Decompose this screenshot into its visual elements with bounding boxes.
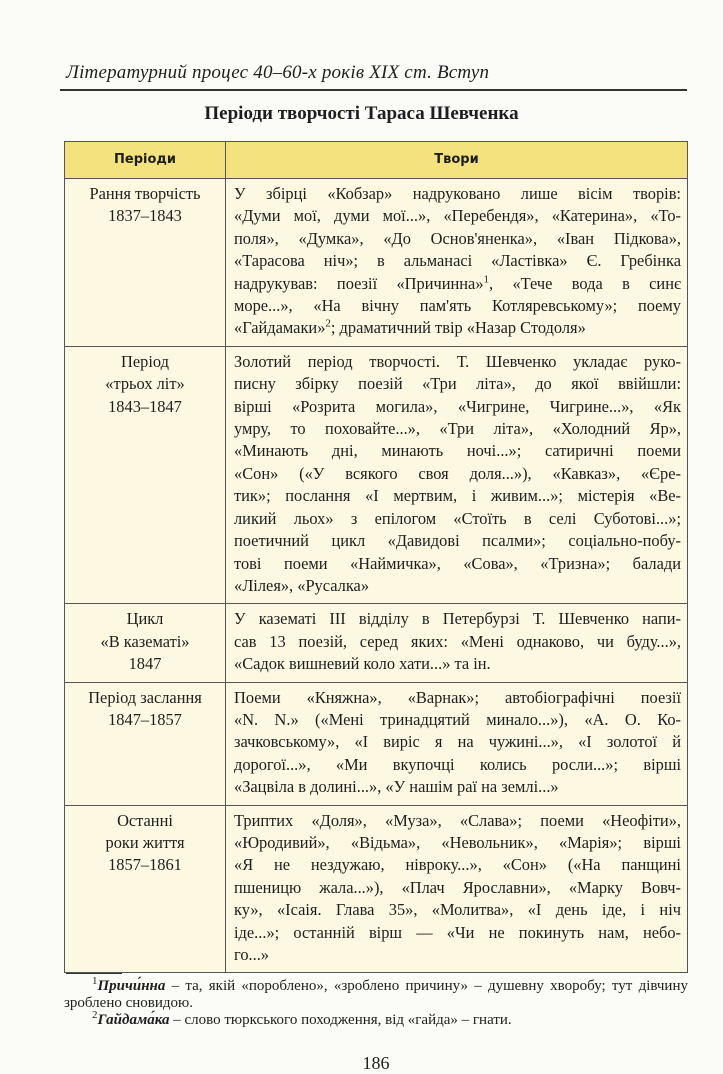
works-line: пшеницю жала...»), «Плач Ярославни», «Марку Вовч-	[234, 877, 681, 897]
footnotes	[64, 975, 688, 1029]
table-header-row	[65, 142, 688, 179]
footnote-divider	[66, 973, 122, 974]
table-row	[65, 179, 688, 347]
period-cell	[65, 604, 226, 682]
table-row	[65, 604, 688, 682]
works-line: У казематі ІІІ відділу в Петербурзі Т. Шевченко напи-	[234, 609, 681, 629]
period-line: «трьох літ»	[105, 374, 185, 394]
works-line: «Тарасова ніч»; в альманасі «Ластівка» Є. Гребінка	[234, 251, 681, 271]
footnote-term: Причи́нна	[97, 978, 166, 995]
page-body	[64, 141, 688, 1074]
period-line: Рання творчість	[89, 184, 201, 203]
works-cell	[226, 805, 688, 973]
works-line: писну збірку поезій «Три літа», до якої ввійшли:	[234, 374, 681, 394]
works-line: «Думи мої, думи мої...», «Перебендя», «Катерина», «То-	[234, 206, 681, 226]
footnote-mark: 2	[92, 1009, 98, 1022]
works-line: «N. N.» («Мені тринадцятий минало...»), «А. О. Ко-	[234, 709, 681, 729]
works-line: Золотий період творчості. Т. Шевченко укладає руко-	[234, 351, 681, 371]
period-line: Період заслання	[88, 687, 202, 707]
works-line: «Я не нездужаю, нівроку...», «Сон» («На панщині	[234, 855, 681, 875]
works-line: умру, то поховайте...», «Три літа», «Холодний Яр»,	[234, 419, 681, 439]
works-line: «Сон» («У всякого своя доля...»), «Кавказ», «Єре-	[234, 463, 681, 483]
works-line: «Гайдамаки»$^2$; драматичний твір «Назар Стодоля»	[234, 317, 586, 338]
works-line: дорогої...», «Ми вкупочці колись росли...»; вірші	[234, 754, 681, 774]
period-line: 1837–1843	[108, 206, 182, 226]
works-line: Поеми «Княжна», «Варнак»; автобіографічні поезії	[234, 687, 681, 707]
period-line: Останні	[117, 810, 173, 830]
works-line: ку», «Ісаія. Глава 35», «Молитва», «І день іде, і ніч	[234, 900, 681, 920]
table-row	[65, 805, 688, 973]
footnote-1	[64, 975, 688, 1012]
works-line: сав 13 поезій, серед яких: «Мені однаково, чи буду...»,	[234, 631, 681, 651]
period-cell	[65, 805, 226, 973]
page-number: 186	[362, 1053, 390, 1074]
works-cell	[226, 604, 688, 682]
footnote-term: Гайдама́ка	[97, 1012, 170, 1029]
periods-table	[64, 141, 688, 973]
works-line: зачковському», «І виріс я на чужині...», «І золотої й	[234, 732, 681, 752]
works-line: го...»	[234, 945, 269, 964]
period-line: «В казематі»	[100, 631, 190, 651]
works-line: надрукував: поезії «Причинна»$^1$, «Тече вода в синє	[234, 273, 681, 293]
period-line: 1843–1847	[108, 396, 182, 416]
works-line: «Зацвіла в долині...», «У нашім раї на землі...»	[234, 777, 559, 797]
works-line: вірші «Розрита могила», «Чигрине, Чигрине...», «Як	[234, 396, 681, 416]
works-line: «Минають дні, минають ночі...»; сатиричні поеми	[234, 441, 681, 461]
period-line: Цикл	[126, 609, 164, 629]
header-periods: Періоди	[65, 142, 226, 179]
works-line: іде...»; останній вірш — «Чи не покинуть нам, небо-	[234, 922, 681, 942]
period-cell	[65, 179, 226, 347]
works-line: У збірці «Кобзар» надруковано лише вісім творів:	[234, 184, 681, 203]
works-line: поетичний цикл «Давидові псалми»; соціально-побу-	[234, 531, 681, 551]
header-divider	[60, 89, 687, 91]
footnote-mark: 1	[92, 975, 98, 988]
period-line: 1847	[128, 654, 162, 674]
works-line: Триптих «Доля», «Муза», «Слава»; поеми «Неофіти»,	[234, 810, 681, 830]
works-cell	[226, 179, 688, 347]
footnote-text: – слово тюркського походження, від «гайда» – гнати.	[169, 1012, 512, 1029]
works-line: «Садок вишневий коло хати...» та ін.	[234, 654, 491, 674]
works-cell	[226, 346, 688, 603]
works-line: море...», «На вічну пам'ять Котляревському»; поему	[234, 296, 681, 316]
table-row	[65, 682, 688, 805]
period-line: роки життя	[105, 832, 185, 852]
period-line: 1857–1861	[108, 855, 182, 875]
period-line: 1847–1857	[108, 709, 182, 729]
header-works: Твори	[226, 142, 688, 179]
period-line: Період	[121, 351, 169, 371]
table-row	[65, 346, 688, 603]
period-cell	[65, 682, 226, 805]
footnote-text: – та, якій «пороблено», «зроблено причину» – душевну хворобу; тут дівчину зроблено сновидою.	[64, 978, 688, 1012]
period-cell	[65, 346, 226, 603]
table-title: Періоди творчості Тараса Шевченка	[204, 103, 519, 124]
works-line: тові поеми «Наймичка», «Сова», «Тризна»; балади	[234, 553, 681, 573]
running-head: Літературний процес 40–60-х років XIX ст. Вступ	[66, 62, 490, 83]
footnote-2	[64, 1009, 688, 1029]
works-line: тик»; послання «І мертвим, і живим...»; містерія «Ве-	[234, 486, 681, 506]
works-cell	[226, 682, 688, 805]
works-line: «Лілея», «Русалка»	[234, 575, 370, 595]
works-line: поля», «Думка», «До Основ'яненка», «Іван Підкова»,	[234, 228, 681, 248]
works-line: ликий льох» з епілогом «Стоїть в селі Суботові...»;	[234, 508, 681, 528]
works-line: «Юродивий», «Відьма», «Невольник», «Марія»; вірші	[234, 832, 681, 852]
